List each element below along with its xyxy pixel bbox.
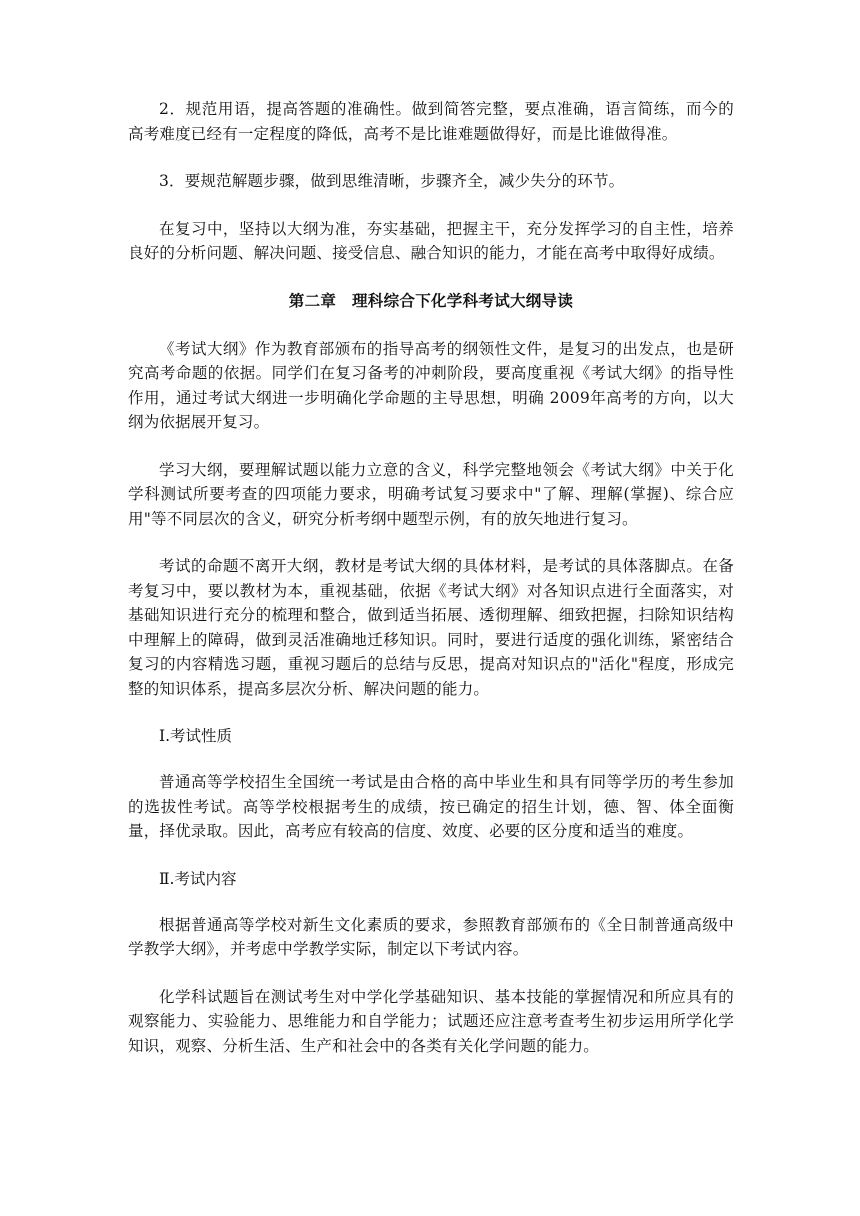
- document-body: [128, 97, 734, 1081]
- paragraph-point-3: 3．要规范解题步骤，做到思维清晰，步骤齐全，减少失分的环节。: [159, 172, 625, 190]
- chapter-heading: 第二章 理科综合下化学科考试大纲导读: [288, 291, 574, 310]
- paragraph-exam-nature: 普通高等学校招生全国统一考试是由合格的高中毕业生和具有同等学历的考生参加的选拔性考试。高等学校根据考生的成绩，按已确定的招生计划，德、智、体全面衡量，择优录取。因此，高考应有较高的信度、效度、必要的区分度和适当的难度。: [128, 773, 734, 840]
- paragraph-syllabus-intro: 《考试大纲》作为教育部颁布的指导高考的纲领性文件，是复习的出发点，也是研究高考命题的依据。同学们在复习备考的冲刺阶段，要高度重视《考试大纲》的指导性作用，通过考试大纲进一步明确化学命题的主导思想，明确 2009年高考的方向，以大纲为依据展开复习。: [128, 339, 734, 431]
- paragraph-exam-content-basis: 根据普通高等学校对新生文化素质的要求，参照教育部颁布的《全日制普通高级中学教学大纲》，并考虑中学教学实际，制定以下考试内容。: [128, 915, 734, 958]
- paragraph-study-syllabus: 学习大纲，要理解试题以能力立意的含义，科学完整地领会《考试大纲》中关于化学科测试所要考查的四项能力要求，明确考试复习要求中"了解、理解(掌握)、综合应用"等不同层次的含义，研究分析考纲中题型示例，有的放矢地进行复习。: [128, 460, 734, 528]
- paragraph-review-summary: 在复习中，坚持以大纲为准，夯实基础，把握主干，充分发挥学习的自主性，培养良好的分析问题、解决问题、接受信息、融合知识的能力，才能在高考中取得好成绩。: [128, 219, 734, 262]
- paragraph-exam-basis: 考试的命题不离开大纲，教材是考试大纲的具体材料，是考试的具体落脚点。在备考复习中，要以教材为本，重视基础，依据《考试大纲》对各知识点进行全面落实，对基础知识进行充分的梳理和整合，做到适当拓展、透彻理解、细致把握，扫除知识结构中理解上的障碍，做到灵活准确地迁移知识。同时，要进行适度的强化训练，紧密结合复习的内容精选习题，重视习题后的总结与反思，提高对知识点的"活化"程度，形成完整的知识体系，提高多层次分析、解决问题的能力。: [128, 557, 734, 698]
- section-heading-exam-content: Ⅱ.考试内容: [159, 869, 237, 888]
- section-heading-exam-nature: Ⅰ.考试性质: [159, 727, 233, 745]
- paragraph-chemistry-goals: 化学科试题旨在测试考生对中学化学基础知识、基本技能的掌握情况和所应具有的观察能力、实验能力、思维能力和自学能力；试题还应注意考查考生初步运用所学化学知识，观察、分析生活、生产和社会中的各类有关化学问题的能力。: [128, 987, 734, 1055]
- paragraph-point-2: 2．规范用语，提高答题的准确性。做到简答完整，要点准确，语言简练，而今的高考难度已经有一定程度的降低，高考不是比谁难题做得好，而是比谁做得准。: [128, 100, 734, 143]
